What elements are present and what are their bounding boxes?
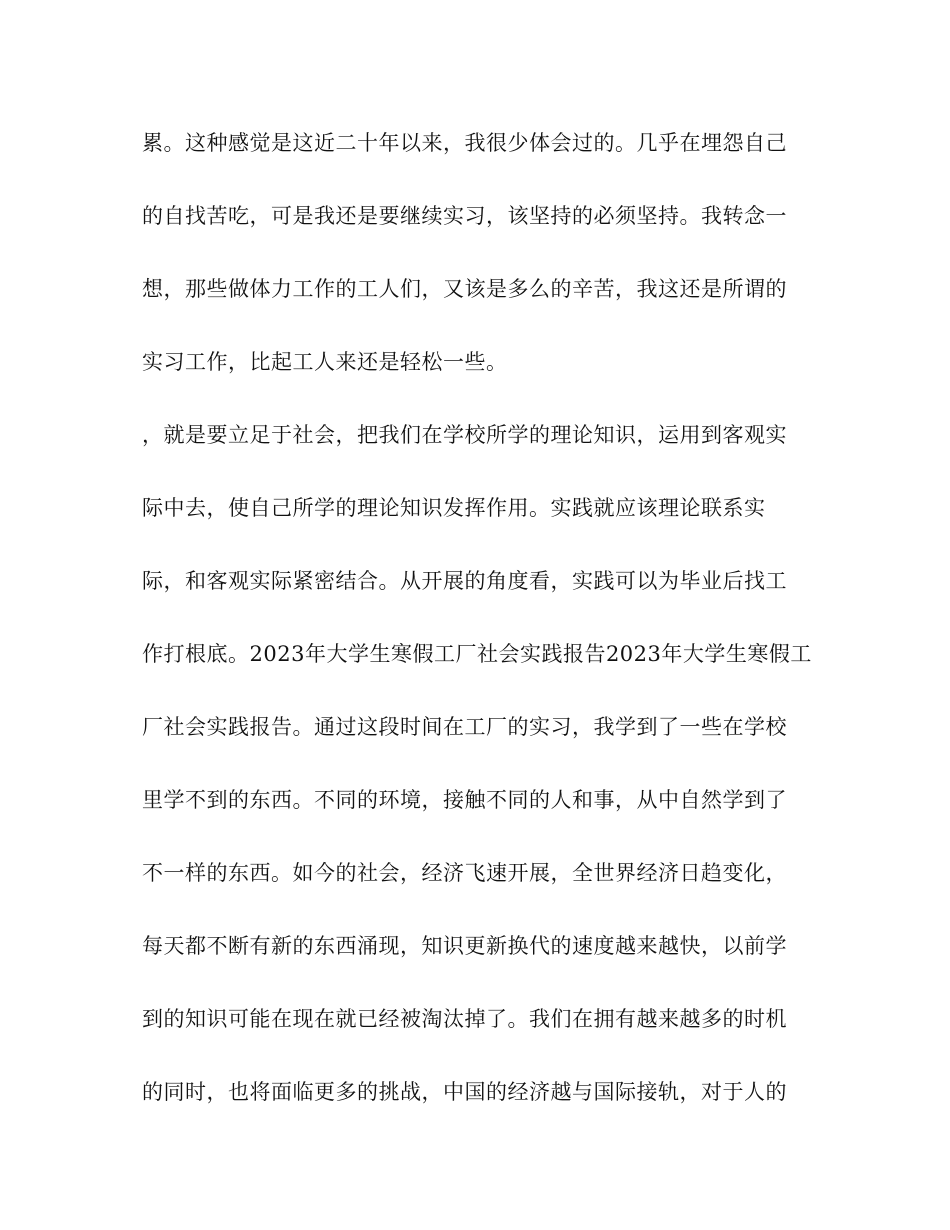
text-line: 到的知识可能在现在就已经被淘汰掉了。我们在拥有越来越多的时机 [142, 1007, 787, 1031]
text-line: 厂社会实践报告。通过这段时间在工厂的实习，我学到了一些在学校 [142, 715, 787, 739]
text-line: 里学不到的东西。不同的环境，接触不同的人和事，从中自然学到了 [142, 788, 787, 812]
text-line: 累。这种感觉是这近二十年以来，我很少体会过的。几乎在埋怨自己 [142, 131, 787, 155]
text-line: 不一样的东西。如今的社会，经济飞速开展，全世界经济日趋变化， [142, 861, 787, 885]
text-line: 每天都不断有新的东西涌现，知识更新换代的速度越来越快，以前学 [142, 934, 787, 958]
text-line: 的自找苦吃，可是我还是要继续实习，该坚持的必须坚持。我转念一 [142, 204, 787, 228]
text-line: 想，那些做体力工作的工人们，又该是多么的辛苦，我这还是所谓的 [142, 277, 787, 301]
text-line: 际，和客观实际紧密结合。从开展的角度看，实践可以为毕业后找工 [142, 569, 787, 593]
text-line: 的同时，也将面临更多的挑战，中国的经济越与国际接轨，对于人的 [142, 1080, 787, 1104]
text-line: 际中去，使自己所学的理论知识发挥作用。实践就应该理论联系实 [142, 496, 766, 520]
text-line: 实习工作，比起工人来还是轻松一些。 [142, 350, 508, 374]
text-line: 作打根底。2023年大学生寒假工厂社会实践报告2023年大学生寒假工 [142, 642, 812, 666]
text-line: ，就是要立足于社会，把我们在学校所学的理论知识，运用到客观实 [142, 423, 787, 447]
